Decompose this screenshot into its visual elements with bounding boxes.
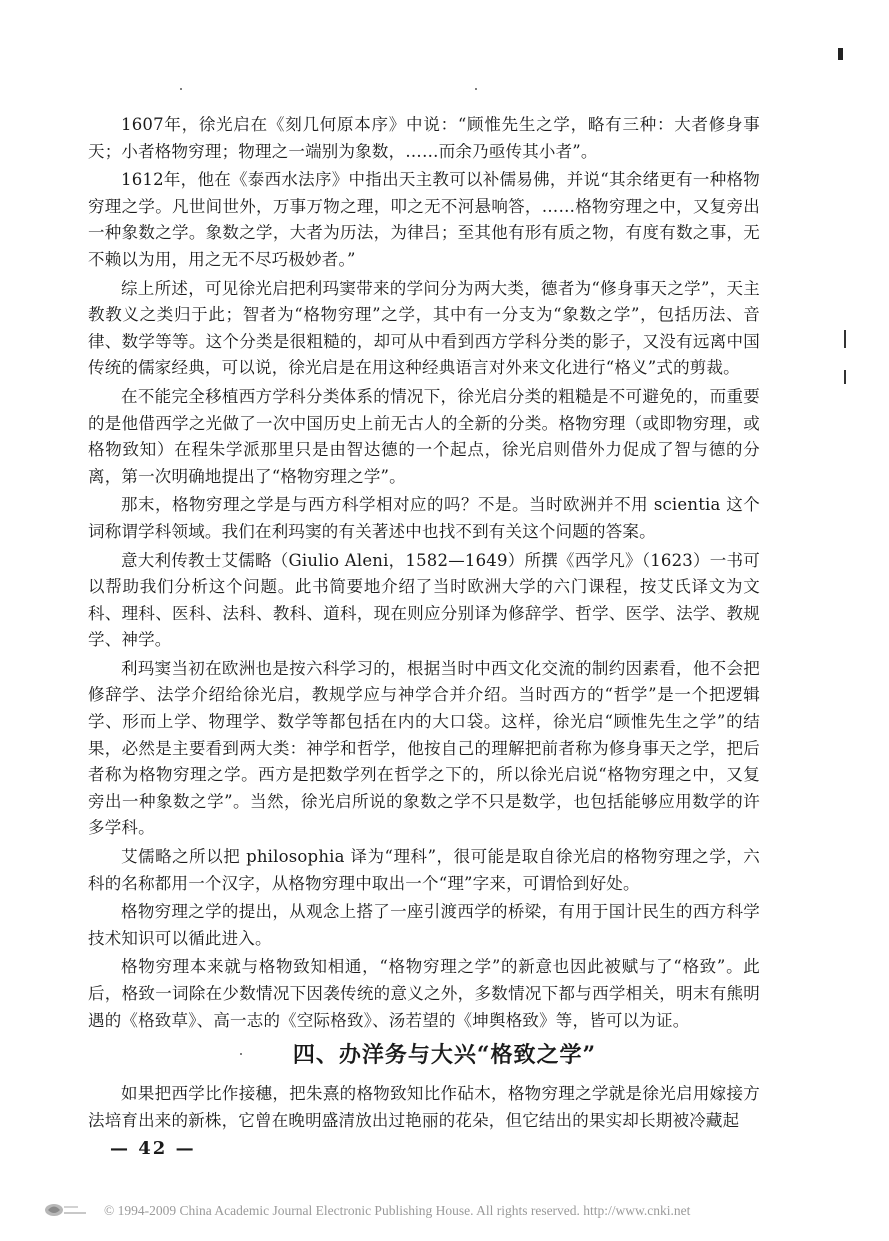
paragraph: 意大利传教士艾儒略（Giulio Aleni，1582—1649）所撰《西学凡》（1623）一书可以帮助我们分析这个问题。此书简要地介绍了当时欧洲大学的六门课程，按艾氏译文为文科、理科、医科、法科、教科、道科，现在则应分别译为修辞学、哲学、医学、法学、教规学、神学。 xyxy=(88,550,760,650)
paragraph: 格物穷理本来就与格物致知相通，“格物穷理之学”的新意也因此被赋与了“格致”。此后，格致一词除在少数情况下因袭传统的意义之外，多数情况下都与西学相关，明末有熊明遇的《格致草》、高一志的《空际格致》、汤若望的《坤舆格致》等，皆可以为证。 xyxy=(88,957,760,1030)
paragraph: 格物穷理之学的提出，从观念上搭了一座引渡西学的桥梁，有用于国计民生的西方科学技术知识可以循此进入。 xyxy=(88,902,760,948)
paragraph: 如果把西学比作接穗，把朱熹的格物致知比作砧木，格物穷理之学就是徐光启用嫁接方法培育出来的新株，它曾在晚明盛清放出过艳丽的花朵，但它结出的果实却长期被冷藏起 xyxy=(88,1084,760,1130)
paragraph: 利玛窦当初在欧洲也是按六科学习的，根据当时中西文化交流的制约因素看，他不会把修辞学、法学介绍给徐光启，教规学应与神学合并介绍。当时西方的“哲学”是一个把逻辑学、形而上学、物理学、数学等都包括在内的大口袋。这样，徐光启“顾惟先生之学”的结果，必然是主要看到两大类：神学和哲学，他按自己的理解把前者称为修身事天之学，把后者称为格物穷理之学。西方是把数学列在哲学之下的，所以徐光启说“格物穷理之中，又复旁出一种象数之学”。当然，徐光启所说的象数之学不只是数学，也包括能够应用数学的许多学科。 xyxy=(88,658,760,838)
paragraph: 综上所述，可见徐光启把利玛窦带来的学问分为两大类，德者为“修身事天之学”，天主教教义之类归于此；智者为“格物穷理”之学，其中有一分支为“象数之学”，包括历法、音律、数学等等。这个分类是很粗糙的，却可从中看到西方学科分类的影子，又没有远离中国传统的儒家经典，可以说，徐光启是在用这种经典语言对外来文化进行“格义”式的剪裁。 xyxy=(88,278,760,378)
scan-mark xyxy=(844,330,846,348)
cnki-logo-icon xyxy=(42,1200,90,1220)
scan-mark xyxy=(838,48,843,60)
article-body xyxy=(88,112,760,1036)
scan-speck xyxy=(475,88,477,90)
scan-mark xyxy=(844,370,846,384)
copyright-text: © 1994-2009 China Academic Journal Electronic Publishing House. All rights reserved. http://www.cnki.net xyxy=(104,1203,691,1218)
paragraph: 在不能完全移植西方学科分类体系的情况下，徐光启分类的粗糙是不可避免的，而重要的是他借西学之光做了一次中国历史上前无古人的全新的分类。格物穷理（或即物穷理，或格物致知）在程朱学派那里只是由智达德的一个起点，徐光启则借外力促成了智与德的分离，第一次明确地提出了“格物穷理之学”。 xyxy=(88,386,760,486)
page-number: — 42 — xyxy=(110,1138,196,1159)
copyright-footer xyxy=(0,1200,889,1224)
paragraph: 那末，格物穷理之学是与西方科学相对应的吗？不是。当时欧洲并不用 scientia 这个词称谓学科领域。我们在利玛窦的有关著述中也找不到有关这个问题的答案。 xyxy=(88,495,760,541)
scan-speck xyxy=(180,88,182,90)
paragraph: 艾儒略之所以把 philosophia 译为“理科”，很可能是取自徐光启的格物穷理之学，六科的名称都用一个汉字，从格物穷理中取出一个“理”字来，可谓恰到好处。 xyxy=(88,847,760,893)
paragraph: 1607年，徐光启在《刻几何原本序》中说：“顾惟先生之学，略有三种：大者修身事天；小者格物穷理；物理之一端别为象数，……而余乃亟传其小者”。 xyxy=(88,115,760,161)
article-body-continued xyxy=(88,1081,760,1136)
section-heading: 四、办洋务与大兴“格致之学” xyxy=(292,1042,597,1068)
paragraph: 1612年，他在《泰西水法序》中指出天主教可以补儒易佛，并说“其余绪更有一种格物穷理之学。凡世间世外，万事万物之理，叩之无不河悬响答，……格物穷理之中，又复旁出一种象数之学。象数之学，大者为历法，为律吕；至其他有形有质之物，有度有数之事，无不赖以为用，用之无不尽巧极妙者。” xyxy=(88,170,760,269)
